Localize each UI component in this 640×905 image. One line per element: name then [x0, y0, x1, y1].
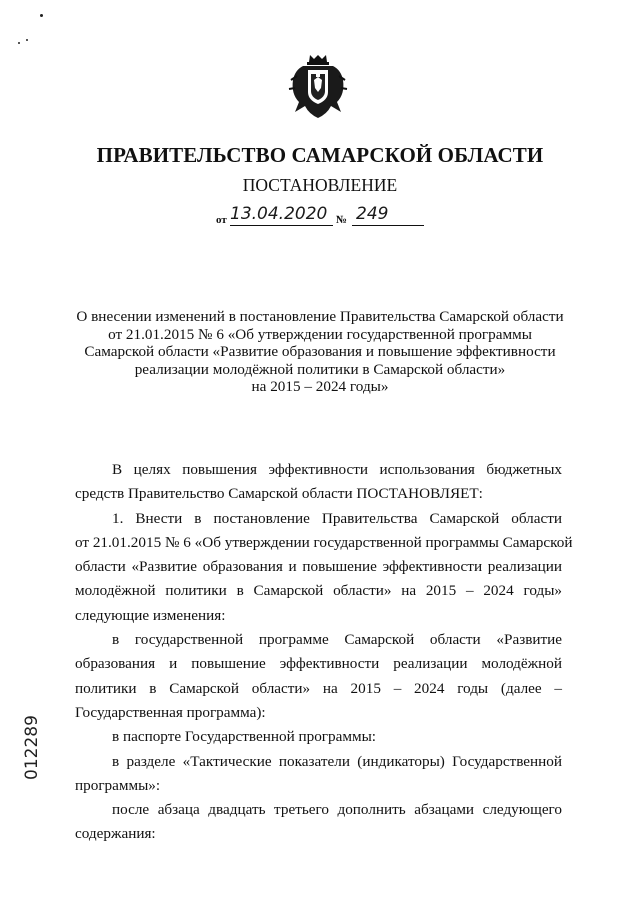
date-underline [230, 225, 333, 226]
body-line: программы»: [75, 776, 161, 794]
document-type: ПОСТАНОВЛЕНИЕ [242, 175, 398, 195]
body-line: в паспорте Государственной программы: [112, 728, 377, 746]
date-number-line [216, 204, 426, 228]
body-line: в государственной программе Самарской области «Развитие [112, 631, 562, 649]
number-label: № [336, 214, 348, 226]
coat-of-arms-emblem [283, 52, 353, 122]
date-value: 13.04.2020 [230, 204, 328, 224]
subject-line: от 21.01.2015 № 6 «Об утверждении государственной программы [108, 325, 532, 343]
subject-line: О внесении изменений в постановление Правительства Самарской области [76, 308, 564, 325]
body-line: молодёжной политики в Самарской области» на 2015 – 2024 годы» [75, 582, 562, 600]
subject-line: на 2015 – 2024 годы» [251, 378, 389, 395]
number-underline [352, 225, 424, 226]
subject-line: Самарской области «Развитие образования и повышение эффективности [84, 343, 556, 360]
scan-speck [18, 42, 20, 44]
document-body [75, 458, 573, 847]
body-line: содержания: [75, 825, 156, 843]
scan-speck [40, 14, 43, 17]
document-subject [70, 308, 570, 396]
body-line: 1. Внести в постановление Правительства Самарской области [112, 509, 562, 527]
number-value: 249 [356, 204, 389, 224]
scan-speck [26, 39, 28, 41]
body-line: от 21.01.2015 № 6 «Об утверждении государственной программы Самарской [75, 533, 573, 551]
government-title: ПРАВИТЕЛЬСТВО САМАРСКОЙ ОБЛАСТИ [96, 143, 544, 167]
registration-stamp: 012289 [22, 715, 42, 780]
body-line: следующие изменения: [75, 606, 226, 624]
body-line: после абзаца двадцать третьего дополнить абзацами следующего [112, 801, 562, 819]
body-line: образования и повышение эффективности реализации молодёжной [75, 655, 562, 673]
body-line: области «Развитие образования и повышение эффективности реализации [75, 558, 562, 576]
body-line: политики в Самарской области» на 2015 – 2024 годы (далее – [75, 679, 562, 697]
subject-line: реализации молодёжной политики в Самарской области» [134, 360, 506, 378]
body-line: В целях повышения эффективности использования бюджетных [112, 461, 562, 478]
body-line: Государственная программа): [75, 703, 266, 721]
body-line: в разделе «Тактические показатели (индикаторы) Государственной [112, 752, 562, 770]
date-label: от [216, 214, 227, 226]
body-line: средств Правительство Самарской области ПОСТАНОВЛЯЕТ: [75, 485, 483, 503]
